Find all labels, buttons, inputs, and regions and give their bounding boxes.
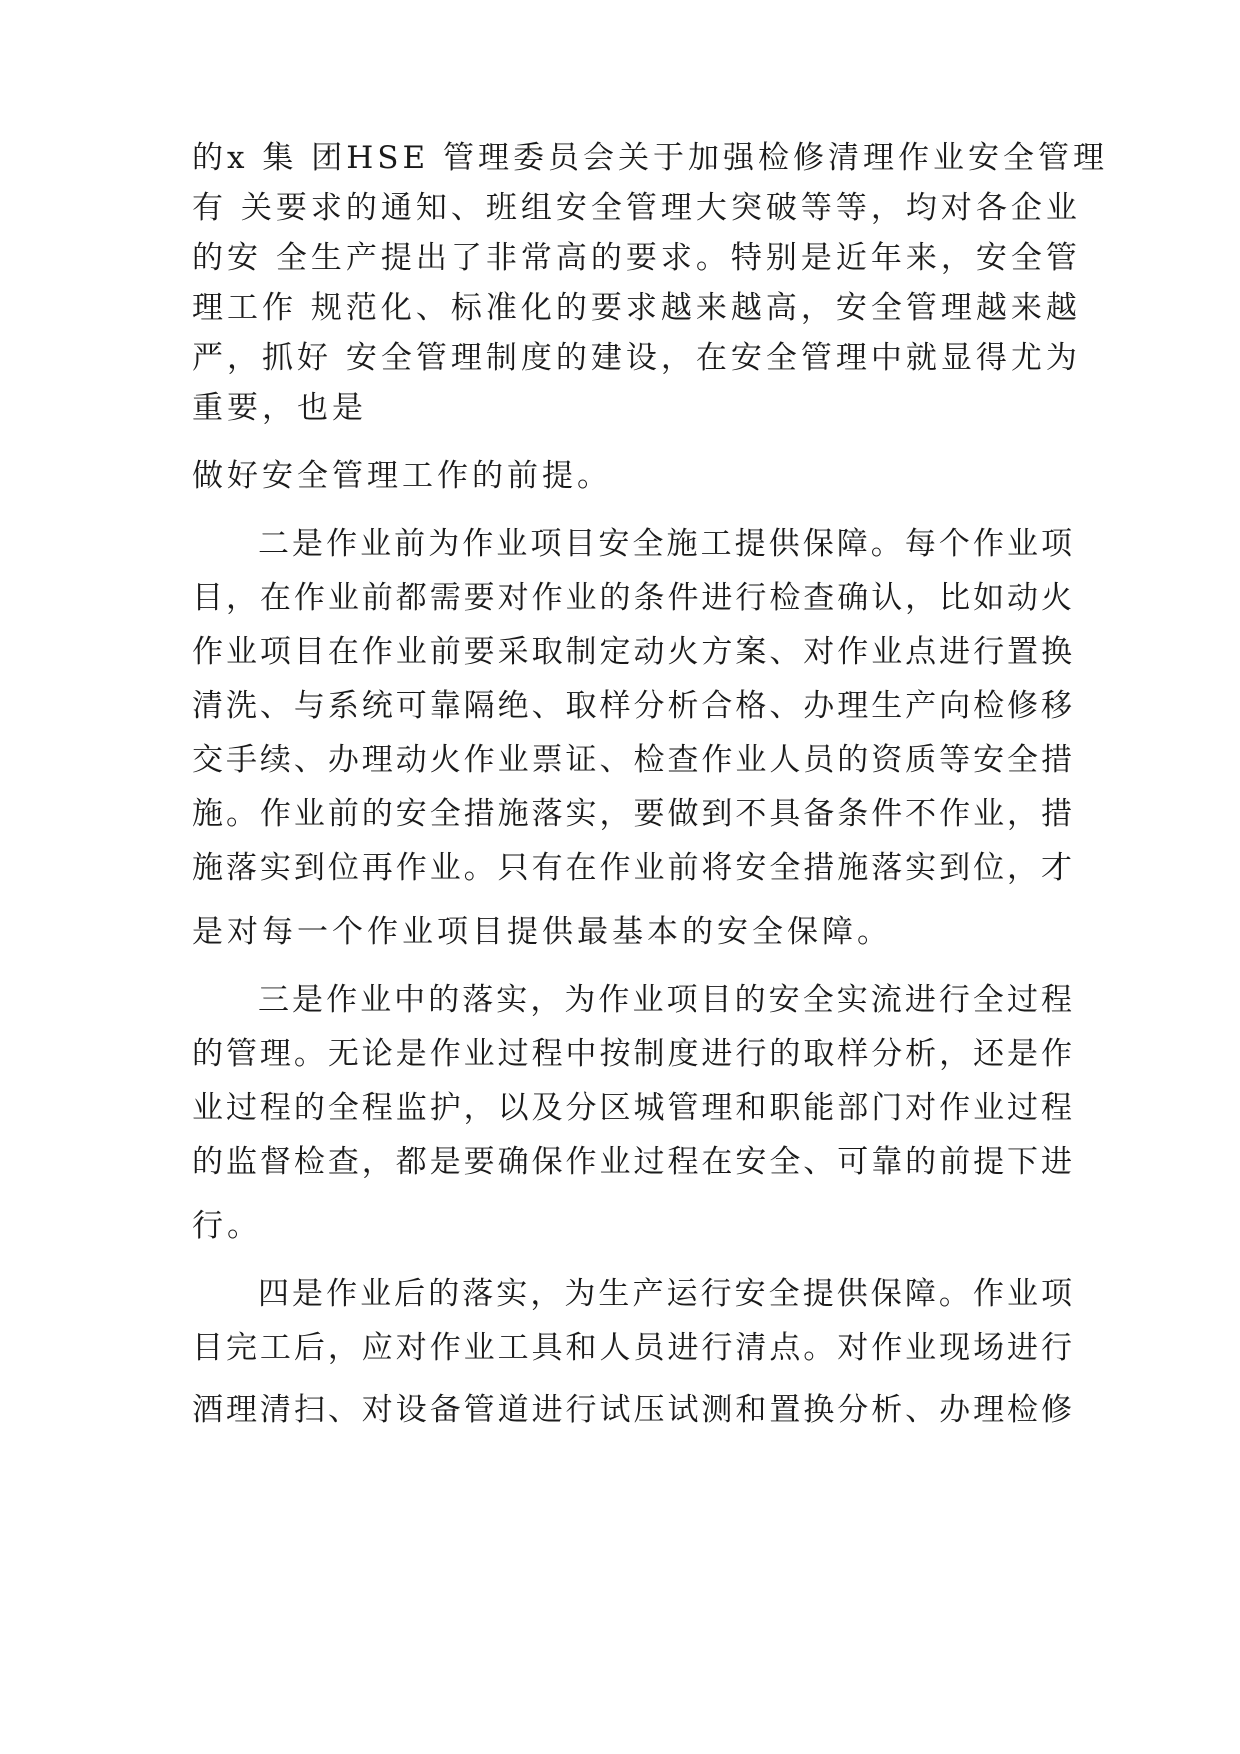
text-line: 交手续、办理动火作业票证、检查作业人员的资质等安全措 bbox=[192, 742, 1072, 778]
text-line: 目完工后，应对作业工具和人员进行清点。对作业现场进行 bbox=[192, 1330, 1072, 1366]
text-line: 业过程的全程监护，以及分区城管理和职能部门对作业过程 bbox=[192, 1090, 1072, 1126]
text-line: 有 关要求的通知、班组安全管理大突破等等，均对各企业 bbox=[192, 190, 1081, 226]
text-line: 的安 全生产提出了非常高的要求。特别是近年来，安全管 bbox=[192, 240, 1081, 276]
text-line: 的监督检查，都是要确保作业过程在安全、可靠的前提下进 bbox=[192, 1144, 1072, 1180]
text-line: 三是作业中的落实，为作业项目的安全实流进行全过程 bbox=[258, 982, 1072, 1018]
text-line: 施落实到位再作业。只有在作业前将安全措施落实到位，才 bbox=[192, 850, 1072, 886]
text-line: 的x 集 团HSE 管理委员会关于加强检修清理作业安全管理 bbox=[192, 140, 1108, 176]
text-line: 目，在作业前都需要对作业的条件进行检查确认，比如动火 bbox=[192, 580, 1072, 616]
text-line: 的管理。无论是作业过程中按制度进行的取样分析，还是作 bbox=[192, 1036, 1072, 1072]
text-line: 做好安全管理工作的前提。 bbox=[192, 458, 612, 494]
text-line: 重要，也是 bbox=[192, 390, 367, 426]
text-line: 是对每一个作业项目提供最基本的安全保障。 bbox=[192, 914, 892, 950]
text-line: 二是作业前为作业项目安全施工提供保障。每个作业项 bbox=[258, 526, 1072, 562]
text-line: 清洗、与系统可靠隔绝、取样分析合格、办理生产向检修移 bbox=[192, 688, 1072, 724]
text-line: 行。 bbox=[192, 1208, 262, 1244]
text-line: 四是作业后的落实，为生产运行安全提供保障。作业项 bbox=[258, 1276, 1072, 1312]
text-line: 理工作 规范化、标准化的要求越来越高，安全管理越来越 bbox=[192, 290, 1081, 326]
text-line: 酒理清扫、对设备管道进行试压试测和置换分析、办理检修 bbox=[192, 1392, 1072, 1428]
text-line: 作业项目在作业前要采取制定动火方案、对作业点进行置换 bbox=[192, 634, 1072, 670]
text-line: 严，抓好 安全管理制度的建设，在安全管理中就显得尤为 bbox=[192, 340, 1081, 376]
text-line: 施。作业前的安全措施落实，要做到不具备条件不作业，措 bbox=[192, 796, 1072, 832]
